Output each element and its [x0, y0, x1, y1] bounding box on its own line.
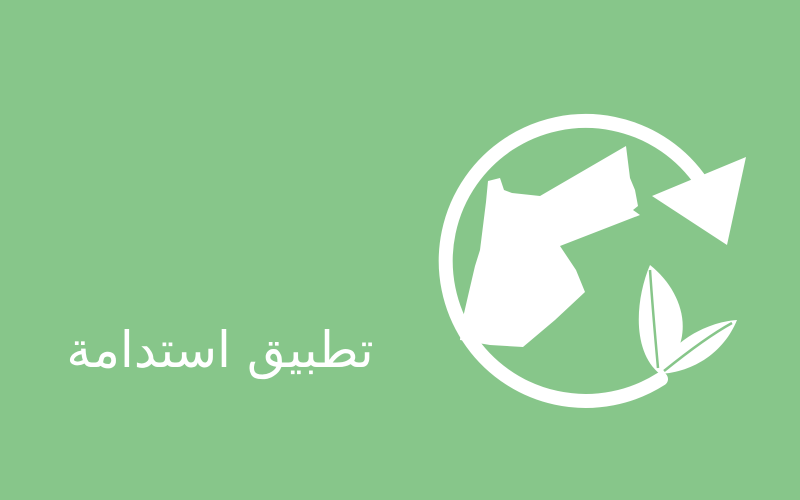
- leaves-icon: [639, 265, 737, 374]
- jordan-map-icon: [460, 146, 640, 347]
- app-title: تطبيق استدامة: [66, 321, 374, 379]
